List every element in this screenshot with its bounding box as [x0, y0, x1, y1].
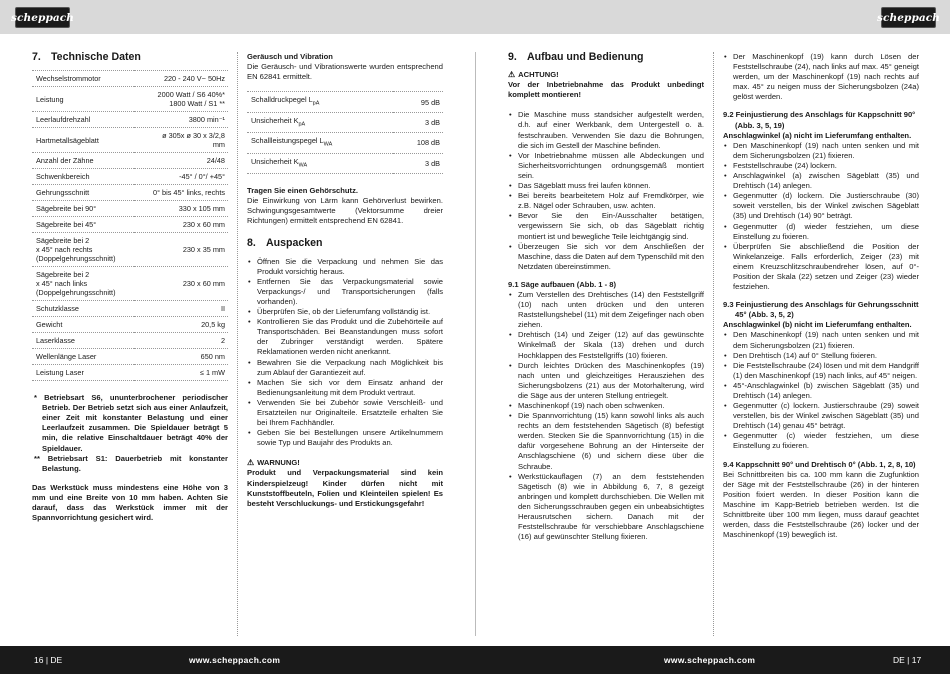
list-item: • Gegenmutter (c) wieder festziehen, um diese Einstellung zu fixieren.	[723, 431, 919, 451]
workpiece-note: Das Werkstück muss mindestens eine Höhe von 3 mm und eine Breite von 10 mm haben. Achten Sie darauf, dass das Werkstück immer mit der Spannvorrichtung gesichert wird.	[32, 482, 228, 523]
noise-label: Schalldruckpegel $L_{pA}$	[247, 92, 393, 112]
website-link-right[interactable]: www.scheppach.com	[664, 655, 756, 665]
list-item: • Gegenmutter (d) wieder festziehen, um diese Einstellung zu fixieren.	[723, 222, 919, 242]
table-row	[32, 128, 228, 153]
table-row	[32, 71, 228, 87]
setup-list	[508, 110, 704, 272]
spec-value: 20,5 kg	[134, 317, 228, 333]
table-row	[32, 349, 228, 365]
section-9-heading: 9. Aufbau und Bedienung	[508, 51, 644, 63]
unpacking-list	[247, 257, 443, 449]
spec-value: ≤ 1 mW	[134, 365, 228, 381]
column-divider	[713, 52, 714, 636]
spec-value: 2	[134, 333, 228, 349]
attention-heading: ⚠ ACHTUNG!	[508, 70, 559, 80]
table-row	[32, 87, 228, 112]
column-divider	[237, 52, 238, 636]
section-7-heading: 7. Technische Daten	[32, 51, 141, 63]
table-row	[32, 333, 228, 349]
noise-intro: Die Geräusch- und Vibrationswerte wurden entsprechend EN 62841 ermittelt.	[247, 62, 443, 82]
page-number-left: 16 | DE	[34, 655, 63, 665]
list-item: • Maschinenkopf (19) nach oben schwenken.	[508, 401, 704, 411]
noise-heading: Geräusch und Vibration	[247, 52, 333, 61]
saw-setup-list	[508, 290, 704, 542]
spec-value: II	[134, 301, 228, 317]
list-item: • Bei bereits bearbeitetem Holz auf Fremdkörper, wie z.B. Nägel oder Schrauben, usw. achten.	[508, 191, 704, 211]
list-item: • Bevor Sie den Ein-/Ausschalter betätigen, vergewissern Sie sich, ob das Sägeblatt richtig montiert ist und bewegliche Teile leichtgängig sind.	[508, 211, 704, 241]
list-item: • Gegenmutter (c) lockern. Justierschraube (29) soweit verstellen, bis der Winkel zwischen Sägeblatt (35) und Drehtisch (14) genau 45° beträgt.	[723, 401, 919, 431]
table-row	[32, 217, 228, 233]
section-9-4-text: Bei Schnittbreiten bis ca. 100 mm kann die Zugfunktion der Säge mit der Feststellschraube (26) in der hinteren Position fixiert werden. In dieser Position kann die Maschine im Kapp-Betrieb betrieben werden. Ist die Schnittbreite über 100 mm liegen, muss darauf geachtet werden, dass die Feststellschraube (26) locker und der Maschinenkopf (19) beweglich ist.	[723, 469, 919, 540]
page-number-right: DE | 17	[893, 655, 922, 665]
spec-value: 0° bis 45° links, rechts	[134, 185, 228, 201]
noise-value: 95 dB	[393, 92, 443, 112]
column-4	[723, 52, 919, 540]
table-row	[247, 92, 443, 112]
list-item: • Überzeugen Sie sich vor dem Anschließen der Maschine, dass die Daten auf dem Typenschild mit den Netzdaten übereinstimmen.	[508, 242, 704, 272]
spec-value: 650 nm	[134, 349, 228, 365]
spec-label: Sägebreite bei 90°	[32, 201, 134, 217]
spec-label: Leistung	[32, 87, 134, 112]
spec-label: Hartmetallsägeblatt	[32, 128, 134, 153]
scheppach-logo-left: scheppach	[15, 7, 70, 28]
spec-value: 230 x 35 mm	[134, 233, 228, 267]
tech-data-table	[32, 70, 228, 381]
fine-adjust-90-list	[723, 141, 919, 292]
list-item: • Kontrollieren Sie das Produkt und die Zubehörteile auf Transportschäden. Bei Beanstandungen muss sofort der Zubringer verständigt werden. Spätere Reklamationen werden nicht anerkannt.	[247, 317, 443, 357]
list-item: • Anschlagwinkel (a) zwischen Sägeblatt (35) und Drehtisch (14) anlegen.	[723, 171, 919, 191]
page-divider	[475, 52, 476, 636]
table-row	[247, 112, 443, 132]
section-9-1-heading: 9.1 Säge aufbauen (Abb. 1 - 8)	[508, 279, 617, 289]
hearing-protection-title: Tragen Sie einen Gehörschutz.	[247, 186, 358, 196]
noise-table	[247, 91, 443, 174]
list-item: • 45°-Anschlagwinkel (b) zwischen Sägeblatt (35) und Drehtisch (14) anlegen.	[723, 381, 919, 401]
list-item: • Den Maschinenkopf (19) nach unten senken und mit dem Sicherungsbolzen (21) fixieren.	[723, 330, 919, 350]
list-item: • Das Sägeblatt muss frei laufen können.	[508, 181, 704, 191]
section-8-heading: 8. Auspacken	[247, 237, 323, 250]
list-item: • Die Maschine muss standsicher aufgestellt werden, d.h. auf einer Werkbank, dem Untergestell o. ä. festschrauben. Verwenden Sie dazu die Bohrungen, die sich im Gestell der Maschine befinden.	[508, 110, 704, 150]
list-item: • Den Maschinenkopf (19) nach unten senken und mit dem Sicherungsbolzen (21) fixieren.	[723, 141, 919, 161]
spec-value: 220 - 240 V~ 50Hz	[134, 71, 228, 87]
column-1	[32, 52, 228, 523]
table-row	[32, 169, 228, 185]
table-row	[32, 301, 228, 317]
list-item: • Geben Sie bei Bestellungen unsere Artikelnummern sowie Typ und Baujahr des Produkts an.	[247, 428, 443, 448]
spec-label: Sägebreite bei 2 x 45° nach rechts (Doppelgehrungsschnitt)	[32, 233, 134, 267]
list-item: • Werkstückauflagen (7) an dem feststehenden Sägetisch (8) wie in Abbildung 6, 7, 8 gezeigt anbringen und komplett durchschieben. Die Wellen mit den Sicherungsschrauben gegen ein unbeabsichtigtes Herausrutschen sichern. Danach mit der Feststellschraube für verschiebbare Anschlagschiene (16) auf gewünschter Stellung fixieren.	[508, 472, 704, 543]
list-item: • Überprüfen Sie, ob der Lieferumfang vollständig ist.	[247, 307, 443, 317]
list-item: • Den Drehtisch (14) auf 0° Stellung fixieren.	[723, 351, 919, 361]
noise-value: 3 dB	[393, 112, 443, 132]
tilt-list	[723, 52, 919, 102]
list-item: • Drehtisch (14) und Zeiger (12) auf das gewünschte Winkelmaß der Skala (13) drehen und durch Hochklappen des Feststellgriffs (10) fixieren.	[508, 330, 704, 360]
attention-text: Vor der Inbetriebnahme das Produkt unbedingt komplett montieren!	[508, 80, 704, 100]
warning-triangle-icon: ⚠	[247, 458, 255, 468]
spec-label: Schutzklasse	[32, 301, 134, 317]
spec-label: Wellenlänge Laser	[32, 349, 134, 365]
table-row	[32, 153, 228, 169]
section-9-2-heading: 9.2 Feinjustierung des Anschlags für Kappschnitt 90° (Abb. 3, 5, 19)	[723, 110, 916, 130]
table-row	[32, 317, 228, 333]
list-item: • Die Spannvorrichtung (15) kann sowohl links als auch rechts an dem feststehenden Sägetisch (8) befestigt werden. Stecken Sie die Spannvorrichtung (15) in die dafür vorgesehene Bohrung an der Hinterseite der Anschlagschiene (6) und sichern diese über die Schraube.	[508, 411, 704, 472]
footnotes	[32, 393, 228, 523]
table-row	[247, 153, 443, 173]
warning-text: Produkt und Verpackungsmaterial sind kein Kinderspielzeug! Kinder dürfen nicht mit Kunststoffbeuteln, Folien und Kleinteilen spielen! Es besteht Verschluckungs- und Erstickungsgefahr!	[247, 468, 443, 508]
noise-label: Unsicherheit $K_{WA}$	[247, 153, 393, 173]
list-item: • Die Feststellschraube (24) lösen und mit dem Handgriff (1) den Maschinenkopf (19) nach links, auf 45° neigen.	[723, 361, 919, 381]
spec-value: ø 305x ø 30 x 3/2,8 mm	[134, 128, 228, 153]
spec-label: Schwenkbereich	[32, 169, 134, 185]
list-item: • Durch leichtes Drücken des Maschinenkopfes (19) nach unten und gleichzeitiges Herausziehen des Sicherungsbolzens (21) aus der Motorhalterung, wird die Säge aus der unteren Stellung entriegelt.	[508, 361, 704, 401]
table-row	[32, 267, 228, 301]
spec-value: 24/48	[134, 153, 228, 169]
list-item: • Öffnen Sie die Verpackung und nehmen Sie das Produkt vorsichtig heraus.	[247, 257, 443, 277]
section-9-2-note: Anschlagwinkel (a) nicht im Lieferumfang enthalten.	[723, 130, 912, 140]
spec-value: 330 x 105 mm	[134, 201, 228, 217]
section-9-4-heading: 9.4 Kappschnitt 90° und Drehtisch 0° (Abb. 1, 2, 8, 10)	[723, 459, 916, 469]
hearing-protection-text: Die Einwirkung von Lärm kann Gehörverlust bewirken. Schwingungsgesamtwerte (Vektorsumme dreier Richtungen) ermittelt entsprechend EN 62841.	[247, 196, 443, 226]
list-item: • Der Maschinenkopf (19) kann durch Lösen der Feststellschraube (24), nach links auf max. 45° geneigt werden, um der Maschinenkopf (19) nach rechts auf max. 45° zu neigen muss der Sicherungsbolzen (24a) gelöst werden.	[723, 52, 919, 102]
spec-label: Leistung Laser	[32, 365, 134, 381]
noise-label: Unsicherheit $K_{pA}$	[247, 112, 393, 132]
fine-adjust-45-list	[723, 330, 919, 451]
spec-value: 3800 min⁻¹	[134, 112, 228, 128]
noise-label: Schallleistungspegel $L_{WA}$	[247, 133, 393, 153]
spec-label: Sägebreite bei 45°	[32, 217, 134, 233]
warning-heading: ⚠ WARNUNG!	[247, 458, 300, 468]
table-row	[32, 233, 228, 267]
list-item: • Gegenmutter (d) lockern. Die Justierschraube (30) soweit verstellen, bis der Winkel zwischen Sägeblatt (35) und Drehtisch (14) 90° beträgt.	[723, 191, 919, 221]
section-9-3-heading: 9.3 Feinjustierung des Anschlags für Gehrungsschnitt 45° (Abb. 3, 5, 2)	[723, 300, 919, 320]
list-item: • Vor Inbetriebnahme müssen alle Abdeckungen und Sicherheitsvorrichtungen ordnungsgemäß montiert sein.	[508, 151, 704, 181]
scheppach-logo-right: scheppach	[881, 7, 936, 28]
spec-label: Gehrungsschnitt	[32, 185, 134, 201]
spec-label: Gewicht	[32, 317, 134, 333]
column-2	[247, 52, 443, 509]
spec-label: Wechselstrommotor	[32, 71, 134, 87]
table-row	[32, 365, 228, 381]
footer-bar	[0, 646, 950, 674]
list-item: • Bewahren Sie die Verpackung nach Möglichkeit bis zum Ablauf der Garantiezeit auf.	[247, 358, 443, 378]
table-row	[32, 201, 228, 217]
list-item: • Entfernen Sie das Verpackungsmaterial sowie Verpackungs-/ und Transportsicherungen (falls vorhanden).	[247, 277, 443, 307]
spec-label: Sägebreite bei 2 x 45° nach links (Doppelgehrungsschnitt)	[32, 267, 134, 301]
spec-value: 2000 Watt / S6 40%* 1800 Watt / S1 **	[134, 87, 228, 112]
spec-value: 230 x 60 mm	[134, 267, 228, 301]
spec-value: -45° / 0°/ +45°	[134, 169, 228, 185]
spec-value: 230 x 60 mm	[134, 217, 228, 233]
noise-value: 3 dB	[393, 153, 443, 173]
warning-triangle-icon: ⚠	[508, 70, 516, 80]
spec-label: Laserklasse	[32, 333, 134, 349]
footnote-s1: ** Betriebsart S1: Dauerbetrieb mit konstanter Belastung.	[34, 453, 228, 473]
table-row	[32, 185, 228, 201]
header-bar	[0, 0, 950, 34]
list-item: • Verwenden Sie bei Zubehör sowie Verschleiß- und Ersatzteilen nur Originalteile. Ersatzteile erhalten Sie bei Ihrem Fachhändler.	[247, 398, 443, 428]
list-item: • Feststellschraube (24) lockern.	[723, 161, 919, 171]
table-row	[32, 112, 228, 128]
spec-label: Anzahl der Zähne	[32, 153, 134, 169]
list-item: • Zum Verstellen des Drehtisches (14) den Feststellgriff (10) nach unten drücken und den unteren Raststellungshebel (11) mit dem Zeigefinger nach oben ziehen.	[508, 290, 704, 330]
column-3	[508, 52, 704, 542]
list-item: • Machen Sie sich vor dem Einsatz anhand der Bedienungsanleitung mit dem Produkt vertraut.	[247, 378, 443, 398]
table-row	[247, 133, 443, 153]
footnote-s6: * Betriebsart S6, ununterbrochener periodischer Betrieb. Der Betrieb setzt sich aus einer Anlaufzeit, einer Zeit mit konstanter Belastung und einer Leerlaufzeit zusammen. Die Spieldauer beträgt 5 min, die relative Einschaltdauer beträgt 40% der Spieldauer.	[34, 393, 228, 453]
section-9-3-note: Anschlagwinkel (b) nicht im Lieferumfang enthalten.	[723, 320, 912, 330]
list-item: • Überprüfen Sie abschließend die Position der Winkelanzeige. Falls erforderlich, Zeiger (23) mit einem Kreuzschlitzschraubendreher lösen, auf 0°-Position der Skala (22) setzen und Zeiger (23) wieder festziehen.	[723, 242, 919, 292]
spec-label: Leerlaufdrehzahl	[32, 112, 134, 128]
noise-value: 108 dB	[393, 133, 443, 153]
website-link-left[interactable]: www.scheppach.com	[189, 655, 281, 665]
